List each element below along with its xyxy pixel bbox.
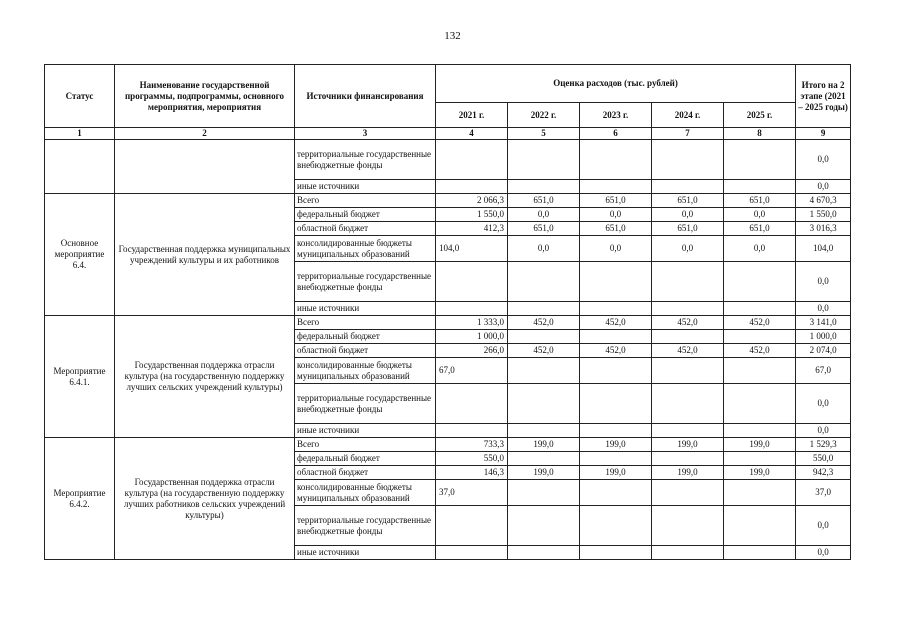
value-cell xyxy=(652,384,724,424)
source-cell: областной бюджет xyxy=(295,466,436,480)
value-cell xyxy=(724,302,796,316)
header-year: 2023 г. xyxy=(580,103,652,128)
total-cell: 1 550,0 xyxy=(796,208,851,222)
budget-table xyxy=(44,64,851,560)
source-cell: территориальные государственные внебюджетные фонды xyxy=(295,262,436,302)
value-cell xyxy=(652,262,724,302)
value-cell xyxy=(724,384,796,424)
value-cell: 1 000,0 xyxy=(436,330,508,344)
source-cell: Всего xyxy=(295,194,436,208)
value-cell xyxy=(724,424,796,438)
value-cell xyxy=(436,180,508,194)
column-number: 7 xyxy=(652,128,724,140)
value-cell: 199,0 xyxy=(580,438,652,452)
value-cell: 0,0 xyxy=(652,236,724,262)
value-cell xyxy=(580,180,652,194)
value-cell xyxy=(652,546,724,560)
column-number: 3 xyxy=(295,128,436,140)
total-cell: 1 000,0 xyxy=(796,330,851,344)
column-number: 5 xyxy=(508,128,580,140)
total-cell: 67,0 xyxy=(796,358,851,384)
program-name-cell xyxy=(115,140,295,194)
value-cell: 651,0 xyxy=(724,194,796,208)
value-cell xyxy=(652,480,724,506)
value-cell: 67,0 xyxy=(436,358,508,384)
total-cell: 37,0 xyxy=(796,480,851,506)
value-cell xyxy=(652,180,724,194)
table-row xyxy=(45,140,851,180)
value-cell xyxy=(580,452,652,466)
value-cell: 37,0 xyxy=(436,480,508,506)
value-cell xyxy=(508,480,580,506)
source-cell: консолидированные бюджеты муниципальных образований xyxy=(295,236,436,262)
value-cell xyxy=(652,506,724,546)
value-cell: 0,0 xyxy=(508,236,580,262)
total-cell: 942,3 xyxy=(796,466,851,480)
column-number: 9 xyxy=(796,128,851,140)
value-cell xyxy=(652,358,724,384)
total-cell: 0,0 xyxy=(796,506,851,546)
total-cell: 104,0 xyxy=(796,236,851,262)
value-cell xyxy=(724,480,796,506)
value-cell xyxy=(652,330,724,344)
total-cell: 2 074,0 xyxy=(796,344,851,358)
value-cell xyxy=(580,302,652,316)
source-cell: иные источники xyxy=(295,302,436,316)
total-cell: 4 670,3 xyxy=(796,194,851,208)
value-cell: 550,0 xyxy=(436,452,508,466)
source-cell: федеральный бюджет xyxy=(295,330,436,344)
value-cell: 266,0 xyxy=(436,344,508,358)
value-cell xyxy=(580,546,652,560)
value-cell xyxy=(508,330,580,344)
header-year: 2024 г. xyxy=(652,103,724,128)
header-estimate: Оценка расходов (тыс. рублей) xyxy=(436,65,796,103)
header-sources: Источники финансирования xyxy=(295,65,436,128)
program-name-cell: Государственная поддержка муниципальных учреждений культуры и их работников xyxy=(115,194,295,316)
value-cell xyxy=(724,262,796,302)
source-cell: территориальные государственные внебюджетные фонды xyxy=(295,140,436,180)
value-cell xyxy=(508,506,580,546)
column-number: 2 xyxy=(115,128,295,140)
header-status: Статус xyxy=(45,65,115,128)
source-cell: Всего xyxy=(295,316,436,330)
value-cell: 452,0 xyxy=(724,344,796,358)
value-cell xyxy=(508,424,580,438)
value-cell: 452,0 xyxy=(724,316,796,330)
value-cell: 0,0 xyxy=(724,208,796,222)
total-cell: 0,0 xyxy=(796,262,851,302)
source-cell: иные источники xyxy=(295,424,436,438)
value-cell: 1 333,0 xyxy=(436,316,508,330)
value-cell xyxy=(580,330,652,344)
table-row xyxy=(45,316,851,330)
value-cell: 651,0 xyxy=(580,194,652,208)
value-cell xyxy=(580,140,652,180)
total-cell: 0,0 xyxy=(796,140,851,180)
value-cell xyxy=(508,358,580,384)
value-cell xyxy=(508,546,580,560)
total-cell: 3 016,3 xyxy=(796,222,851,236)
value-cell xyxy=(724,358,796,384)
total-cell: 0,0 xyxy=(796,302,851,316)
value-cell: 651,0 xyxy=(508,194,580,208)
column-number: 8 xyxy=(724,128,796,140)
header-year: 2021 г. xyxy=(436,103,508,128)
value-cell xyxy=(436,262,508,302)
value-cell: 2 066,3 xyxy=(436,194,508,208)
source-cell: иные источники xyxy=(295,546,436,560)
value-cell: 104,0 xyxy=(436,236,508,262)
value-cell xyxy=(436,384,508,424)
value-cell: 452,0 xyxy=(580,344,652,358)
value-cell: 452,0 xyxy=(508,316,580,330)
value-cell xyxy=(724,506,796,546)
value-cell: 452,0 xyxy=(652,316,724,330)
header-year: 2025 г. xyxy=(724,103,796,128)
source-cell: Всего xyxy=(295,438,436,452)
value-cell: 0,0 xyxy=(652,208,724,222)
value-cell xyxy=(508,180,580,194)
value-cell: 0,0 xyxy=(724,236,796,262)
value-cell: 651,0 xyxy=(652,194,724,208)
status-cell xyxy=(45,140,115,194)
value-cell xyxy=(580,384,652,424)
value-cell: 199,0 xyxy=(724,466,796,480)
value-cell: 199,0 xyxy=(652,438,724,452)
value-cell xyxy=(724,140,796,180)
value-cell: 0,0 xyxy=(508,208,580,222)
value-cell: 651,0 xyxy=(580,222,652,236)
source-cell: иные источники xyxy=(295,180,436,194)
value-cell xyxy=(724,180,796,194)
value-cell: 199,0 xyxy=(724,438,796,452)
table-row xyxy=(45,194,851,208)
value-cell: 199,0 xyxy=(508,466,580,480)
program-name-cell: Государственная поддержка отрасли культура (на государственную поддержку лучших сельских учреждений культуры) xyxy=(115,316,295,438)
value-cell xyxy=(652,452,724,466)
value-cell xyxy=(508,384,580,424)
value-cell xyxy=(436,546,508,560)
value-cell xyxy=(436,302,508,316)
value-cell: 199,0 xyxy=(508,438,580,452)
source-cell: территориальные государственные внебюджетные фонды xyxy=(295,384,436,424)
value-cell: 651,0 xyxy=(724,222,796,236)
value-cell xyxy=(580,358,652,384)
value-cell xyxy=(436,424,508,438)
value-cell: 412,3 xyxy=(436,222,508,236)
value-cell: 1 550,0 xyxy=(436,208,508,222)
value-cell: 199,0 xyxy=(580,466,652,480)
table-row xyxy=(45,438,851,452)
value-cell xyxy=(580,262,652,302)
source-cell: федеральный бюджет xyxy=(295,208,436,222)
value-cell: 733,3 xyxy=(436,438,508,452)
value-cell xyxy=(508,140,580,180)
value-cell xyxy=(652,302,724,316)
column-number: 1 xyxy=(45,128,115,140)
value-cell xyxy=(580,480,652,506)
status-cell: Основное мероприятие 6.4. xyxy=(45,194,115,316)
program-name-cell: Государственная поддержка отрасли культура (на государственную поддержку лучших работников сельских учреждений культуры) xyxy=(115,438,295,560)
value-cell xyxy=(508,302,580,316)
value-cell xyxy=(652,424,724,438)
total-cell: 3 141,0 xyxy=(796,316,851,330)
total-cell: 0,0 xyxy=(796,546,851,560)
total-cell: 0,0 xyxy=(796,180,851,194)
total-cell: 550,0 xyxy=(796,452,851,466)
column-number: 6 xyxy=(580,128,652,140)
value-cell: 0,0 xyxy=(580,236,652,262)
value-cell: 0,0 xyxy=(580,208,652,222)
value-cell: 452,0 xyxy=(652,344,724,358)
source-cell: территориальные государственные внебюджетные фонды xyxy=(295,506,436,546)
source-cell: областной бюджет xyxy=(295,222,436,236)
header-year: 2022 г. xyxy=(508,103,580,128)
value-cell xyxy=(508,262,580,302)
value-cell: 199,0 xyxy=(652,466,724,480)
total-cell: 0,0 xyxy=(796,384,851,424)
value-cell xyxy=(580,506,652,546)
header-total: Итого на 2 этапе (2021 – 2025 годы) xyxy=(796,65,851,128)
value-cell: 146,3 xyxy=(436,466,508,480)
total-cell: 1 529,3 xyxy=(796,438,851,452)
page-number: 132 xyxy=(444,30,461,42)
value-cell: 452,0 xyxy=(508,344,580,358)
status-cell: Мероприятие 6.4.2. xyxy=(45,438,115,560)
value-cell xyxy=(652,140,724,180)
value-cell xyxy=(436,140,508,180)
value-cell xyxy=(580,424,652,438)
status-cell: Мероприятие 6.4.1. xyxy=(45,316,115,438)
value-cell: 452,0 xyxy=(580,316,652,330)
source-cell: консолидированные бюджеты муниципальных образований xyxy=(295,358,436,384)
source-cell: областной бюджет xyxy=(295,344,436,358)
value-cell: 651,0 xyxy=(652,222,724,236)
value-cell: 651,0 xyxy=(508,222,580,236)
total-cell: 0,0 xyxy=(796,424,851,438)
source-cell: федеральный бюджет xyxy=(295,452,436,466)
column-number: 4 xyxy=(436,128,508,140)
value-cell xyxy=(436,506,508,546)
value-cell xyxy=(724,330,796,344)
header-name: Наименование государственной программы, подпрограммы, основного мероприятия, мероприятия xyxy=(115,65,295,128)
source-cell: консолидированные бюджеты муниципальных образований xyxy=(295,480,436,506)
value-cell xyxy=(508,452,580,466)
value-cell xyxy=(724,452,796,466)
value-cell xyxy=(724,546,796,560)
